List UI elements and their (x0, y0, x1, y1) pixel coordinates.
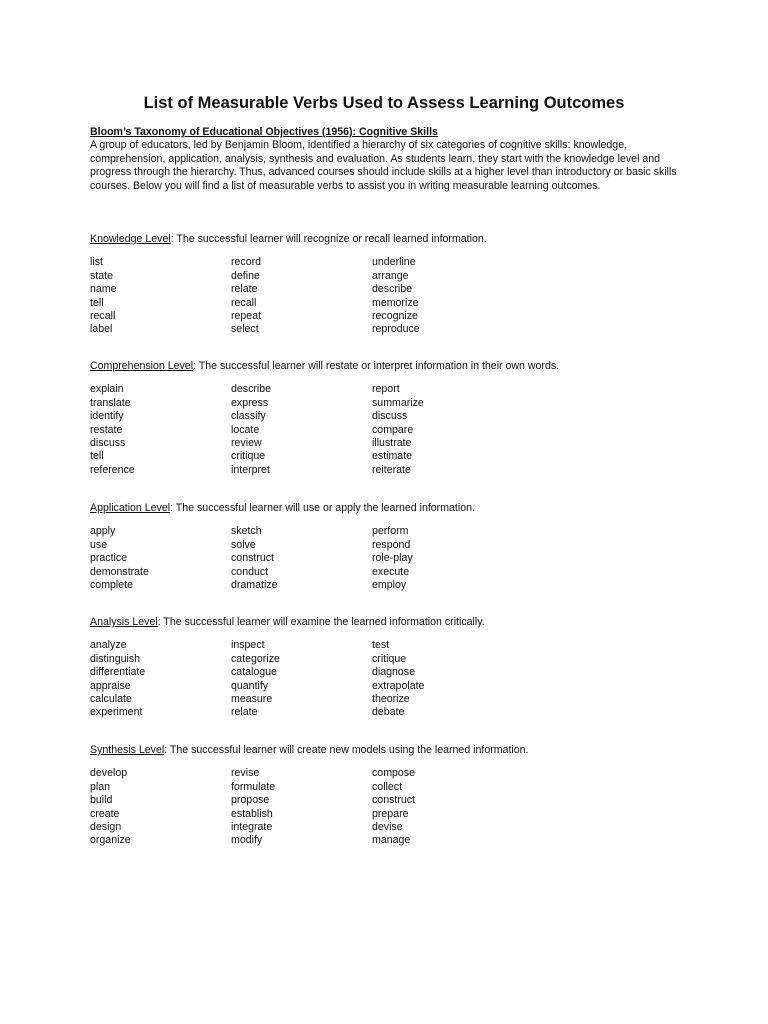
level-name: Comprehension Level (90, 360, 194, 372)
verb-item: review (231, 436, 262, 449)
verb-item: perform (372, 525, 409, 538)
level-name: Knowledge Level (90, 233, 171, 245)
verb-item: underline (372, 256, 416, 269)
level-description: : The successful learner will examine the learned information critically. (157, 616, 485, 628)
verb-item: test (372, 639, 390, 652)
verb-item: tell (90, 296, 104, 309)
verb-item: define (231, 269, 260, 282)
verb-item: critique (372, 652, 407, 665)
section-heading (90, 616, 690, 629)
verb-item: differentiate (90, 666, 146, 679)
verb-item: appraise (90, 679, 131, 692)
verb-item: tell (90, 450, 104, 463)
verb-item: relate (231, 706, 258, 719)
verb-item: relate (231, 283, 258, 296)
verb-item: recall (90, 309, 116, 322)
verb-item: estimate (372, 450, 413, 463)
verb-item: demonstrate (90, 565, 149, 578)
verb-item: create (90, 807, 120, 820)
verb-grid (90, 525, 690, 592)
verb-item: execute (372, 565, 410, 578)
verb-item: theorize (372, 692, 410, 705)
section-synthesis-level (90, 744, 690, 848)
verb-item: employ (372, 578, 407, 591)
section-analysis-level (90, 616, 690, 720)
verb-item: report (372, 383, 400, 396)
verb-item: distinguish (90, 652, 141, 665)
section-heading (90, 233, 690, 246)
verb-item: dramatize (231, 578, 278, 591)
verb-item: solve (231, 538, 256, 551)
verb-item: build (90, 794, 113, 807)
verb-item: apply (90, 525, 116, 538)
verb-item: organize (90, 834, 131, 847)
level-description: : The successful learner will restate or interpret information in their own words. (193, 360, 560, 372)
level-description: : The successful learner will recognize or recall learned information. (170, 233, 487, 245)
verb-item: complete (90, 578, 133, 591)
verb-item: revise (231, 767, 260, 780)
verb-grid (90, 639, 690, 719)
verb-item: design (90, 820, 122, 833)
intro-block (90, 126, 690, 193)
verb-item: use (90, 538, 108, 551)
verb-item: inspect (231, 639, 265, 652)
level-name: Synthesis Level (90, 744, 165, 756)
verb-item: recall (231, 296, 257, 309)
verb-item: express (231, 396, 269, 409)
level-description: : The successful learner will use or apply the learned information. (170, 502, 475, 514)
verb-item: categorize (231, 652, 280, 665)
verb-item: reiterate (372, 463, 411, 476)
verb-item: name (90, 283, 117, 296)
verb-item: role-play (372, 552, 413, 565)
section-heading (90, 744, 690, 757)
verb-item: sketch (231, 525, 262, 538)
verb-item: list (90, 256, 103, 269)
verb-item: locate (231, 423, 260, 436)
verb-item: prepare (372, 807, 409, 820)
verb-grid (90, 383, 690, 477)
verb-item: practice (90, 552, 128, 565)
verb-item: compose (372, 767, 415, 780)
verb-item: analyze (90, 639, 127, 652)
intro-paragraph: A group of educators, led by Benjamin Bloom, identified a hierarchy of six categories of cognitive skills: knowledge, comprehension, application, analysis, synthesis and evaluation. As students learn, they start with the knowledge level and progress through the hierarchy. Thus, advanced courses should include skills at a higher level than introductory or basic skills courses. Below you will find a list of measurable verbs to assist you in writing measurable learning outcomes. (90, 139, 677, 192)
verb-item: catalogue (231, 666, 277, 679)
verb-item: describe (372, 283, 413, 296)
verb-item: integrate (231, 820, 273, 833)
verb-item: discuss (372, 410, 408, 423)
verb-item: develop (90, 767, 128, 780)
verb-item: diagnose (372, 666, 416, 679)
verb-item: describe (231, 383, 272, 396)
verb-item: classify (231, 410, 266, 423)
verb-item: discuss (90, 436, 126, 449)
verb-item: debate (372, 706, 405, 719)
verb-item: devise (372, 820, 403, 833)
section-application-level (90, 502, 690, 592)
verb-item: state (90, 269, 113, 282)
verb-item: restate (90, 423, 123, 436)
verb-item: propose (231, 794, 270, 807)
verb-item: calculate (90, 692, 132, 705)
verb-item: plan (90, 780, 111, 793)
section-heading (90, 360, 690, 373)
verb-item: formulate (231, 780, 276, 793)
verb-item: quantify (231, 679, 269, 692)
verb-item: conduct (231, 565, 269, 578)
verb-item: measure (231, 692, 273, 705)
verb-item: construct (231, 552, 274, 565)
verb-item: critique (231, 450, 266, 463)
verb-item: memorize (372, 296, 419, 309)
verb-item: arrange (372, 269, 409, 282)
verb-item: respond (372, 538, 411, 551)
verb-item: construct (372, 794, 415, 807)
verb-item: experiment (90, 706, 143, 719)
verb-item: illustrate (372, 436, 412, 449)
verb-item: label (90, 323, 113, 336)
verb-item: compare (372, 423, 414, 436)
verb-item: select (231, 323, 259, 336)
verb-grid (90, 256, 690, 336)
page-title: List of Measurable Verbs Used to Assess Learning Outcomes (143, 94, 625, 112)
verb-item: summarize (372, 396, 424, 409)
level-name: Analysis Level (90, 616, 158, 628)
section-heading (90, 502, 690, 515)
section-knowledge-level (90, 233, 690, 337)
verb-item: translate (90, 396, 131, 409)
level-description: : The successful learner will create new models using the learned information. (164, 744, 529, 756)
verb-item: explain (90, 383, 124, 396)
level-name: Application Level (90, 502, 171, 514)
verb-grid (90, 767, 690, 847)
verb-item: interpret (231, 463, 270, 476)
intro-heading: Bloom’s Taxonomy of Educational Objectives (1956): Cognitive Skills (90, 126, 438, 138)
verb-item: extrapolate (372, 679, 425, 692)
verb-item: reproduce (372, 323, 420, 336)
verb-item: reference (90, 463, 135, 476)
verb-item: collect (372, 780, 403, 793)
verb-item: identify (90, 410, 124, 423)
verb-item: establish (231, 807, 273, 820)
verb-item: manage (372, 834, 411, 847)
verb-item: record (231, 256, 262, 269)
verb-item: repeat (231, 309, 262, 322)
section-comprehension-level (90, 360, 690, 477)
verb-item: modify (231, 834, 263, 847)
verb-item: recognize (372, 309, 418, 322)
